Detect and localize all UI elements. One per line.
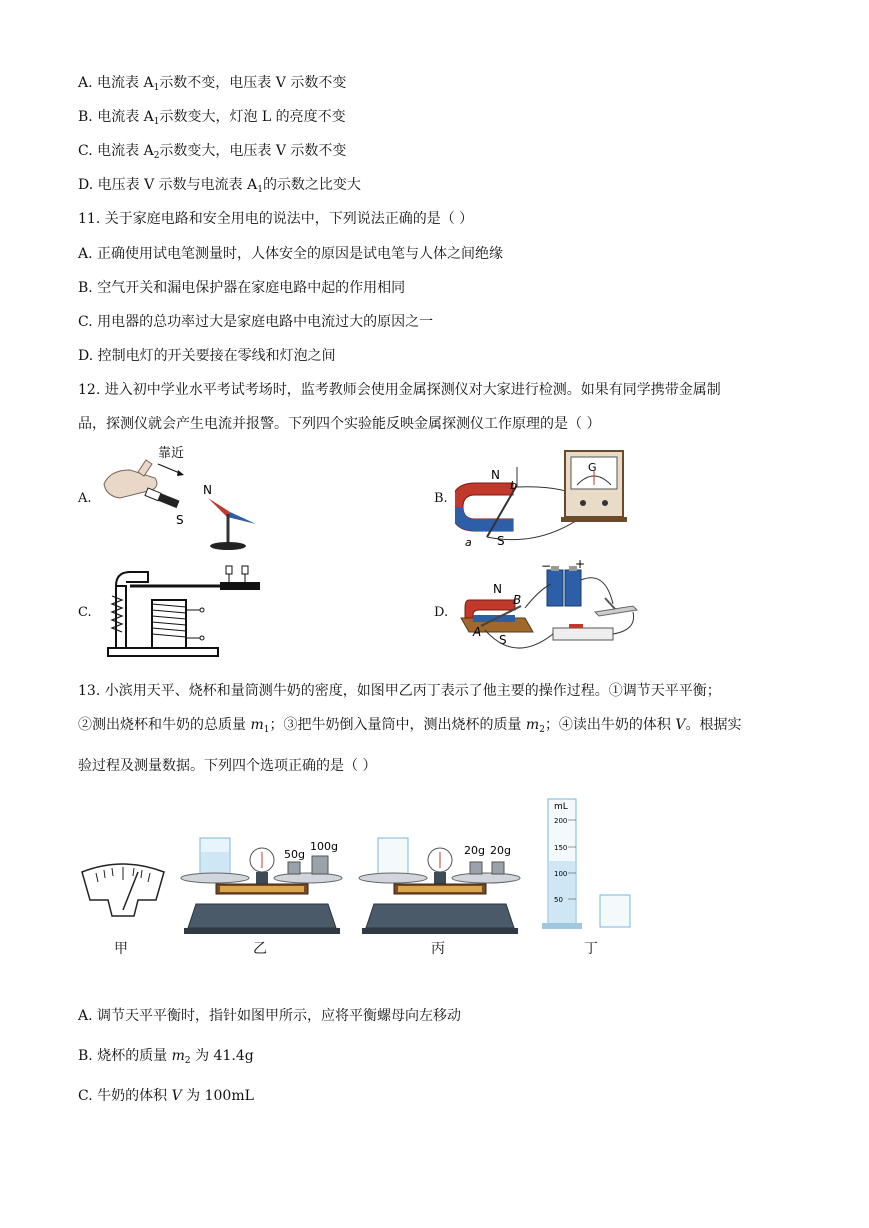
q12-label-c: C. [78,605,92,620]
q12-stem-line2: 品，探测仪就会产生电流并报警。下列四个实验能反映金属探测仪工作原理的是（ ） [78,416,601,432]
svg-text:N: N [203,483,212,497]
svg-text:b: b [510,479,517,492]
q10-option-c: C. 电流表 $A_2$示数变大，电压表 V 示数不变 [78,143,347,161]
svg-text:N: N [493,582,502,596]
q13-figure-yi-balance [180,832,345,937]
q12-stem-line1: 12. 进入初中学业水平考试考场时，监考教师会使用金属探测仪对大家进行检测。如果有同学携带金属制 [78,382,721,398]
svg-text:−: − [541,560,552,573]
svg-text:G: G [588,461,597,474]
svg-text:S: S [499,633,507,647]
svg-text:100: 100 [554,870,568,878]
q10-option-a: A. 电流表 $A_1$示数不变，电压表 V 示数不变 [78,75,347,93]
q12-figure-b-galvanometer [455,445,635,555]
q11-option-c: C. 用电器的总功率过大是家庭电路中电流过大的原因之一 [78,314,434,330]
q12-figure-d-motor [455,560,640,665]
q12-label-d: D. [434,605,449,620]
svg-text:S: S [176,513,184,527]
svg-text:+: + [575,560,586,571]
q13-option-c: C. 牛奶的体积 V 为 100mL [78,1088,254,1104]
svg-text:150: 150 [554,844,568,852]
q12-figure-c-relay [100,560,270,660]
q10-option-b: B. 电流表 $A_1$示数变大，灯泡 L 的亮度不变 [78,109,346,127]
q11-stem: 11. 关于家庭电路和安全用电的说法中，下列说法正确的是（ ） [78,211,474,227]
svg-text:B: B [513,593,522,607]
q12-figure-a-compass [100,440,270,555]
svg-text:A: A [473,625,482,639]
svg-text:N: N [491,468,500,482]
q13-option-a: A. 调节天平平衡时，指针如图甲所示，应将平衡螺母向左移动 [78,1008,462,1024]
svg-text:mL: mL [554,802,568,812]
svg-text:200: 200 [554,817,568,825]
q11-option-a: A. 正确使用试电笔测量时，人体安全的原因是试电笔与人体之间绝缘 [78,246,504,262]
q11-option-b: B. 空气开关和漏电保护器在家庭电路中起的作用相同 [78,280,406,296]
q12-label-a: A. [78,491,92,506]
q13-figure-ding-cylinder [540,793,640,933]
q13-caption-jia: 甲 [114,941,128,957]
q10-option-d: D. 电压表 V 示数与电流表 $A_1$的示数之比变大 [78,177,361,195]
q13-caption-yi: 乙 [253,941,267,957]
q13-caption-bing: 丙 [431,941,445,957]
q13-caption-ding: 丁 [584,941,598,957]
svg-text:a: a [465,536,472,549]
svg-text:靠近: 靠近 [158,446,185,461]
svg-text:20g: 20g [464,844,485,857]
svg-text:100g: 100g [310,840,338,853]
q12-label-b: B. [434,491,448,506]
q13-figure-jia-balance-pointer [78,858,168,918]
q11-option-d: D. 控制电灯的开关要接在零线和灯泡之间 [78,348,336,364]
svg-text:S: S [497,534,505,548]
q13-stem-line2: ②测出烧杯和牛奶的总质量 $m_1$；③把牛奶倒入量筒中，测出烧杯的质量 $m_2$；④读出牛奶的体积 V。根据实 [78,717,742,735]
q13-stem-line3: 验过程及测量数据。下列四个选项正确的是（ ） [78,758,377,774]
q13-option-b: B. 烧杯的质量 $m_2$ 为 41.4g [78,1048,254,1066]
svg-text:50: 50 [554,896,563,904]
svg-text:20g: 20g [490,844,511,857]
svg-text:50g: 50g [284,848,305,861]
q13-stem-line1: 13. 小滨用天平、烧杯和量筒测牛奶的密度，如图甲乙丙丁表示了他主要的操作过程。①调节天平平衡； [78,683,721,699]
q13-figure-bing-balance [358,832,523,937]
